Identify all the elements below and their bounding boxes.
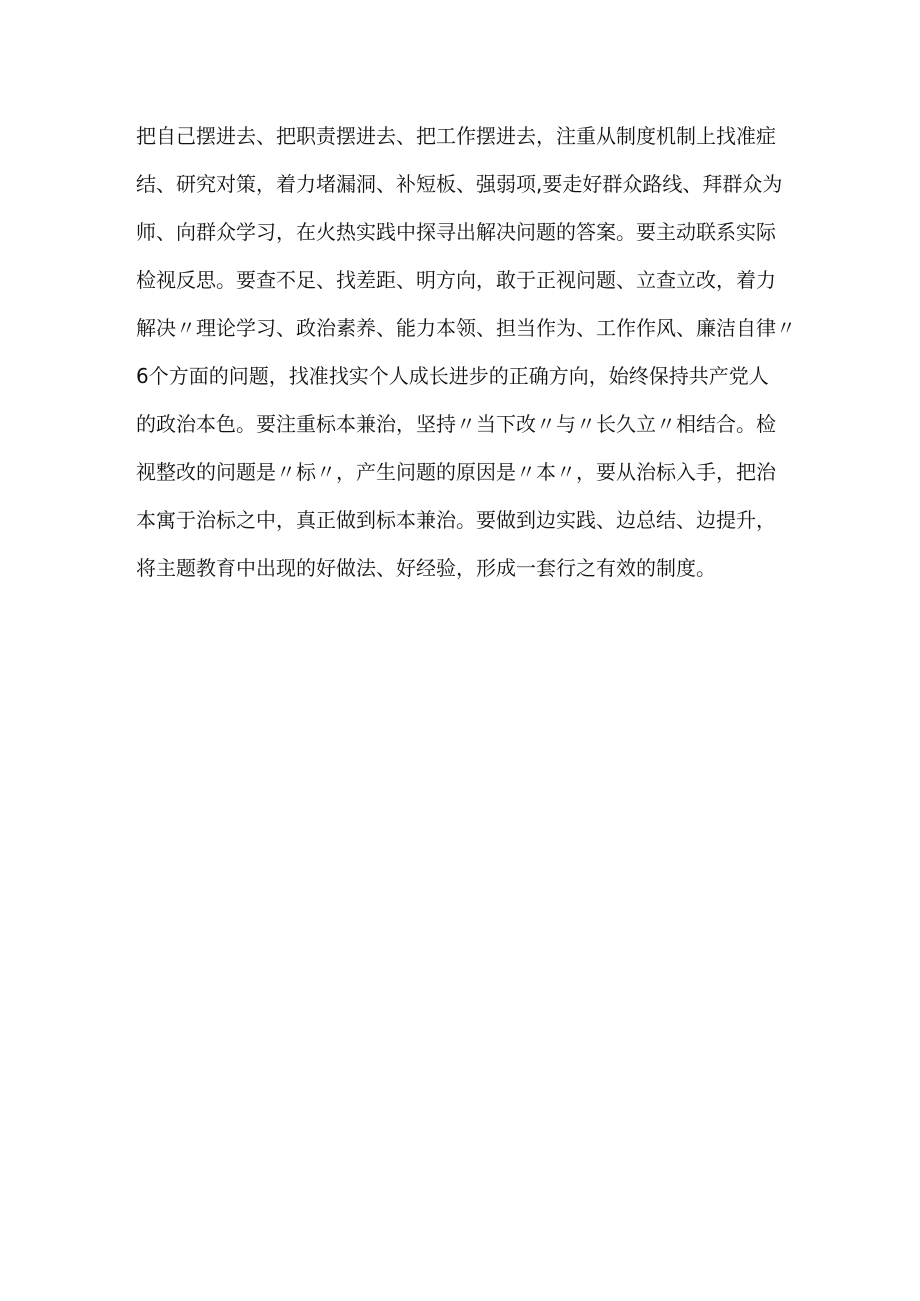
text-line-7: 的政治本色。要注重标本兼治，坚持〃当下改〃与〃长久立〃相结合。检 [136, 412, 776, 436]
text-line-3: 师、向群众学习，在火热实践中探寻出解决问题的答案。要主动联系实际 [136, 220, 776, 244]
text-line-9: 本寓于治标之中，真正做到标本兼治。要做到边实践、边总结、边提升， [136, 508, 776, 532]
text-line-10: 将主题教育中出现的好做法、好经验，形成一套行之有效的制度。 [136, 556, 716, 580]
text-line-6: 6个方面的问题，找准找实个人成长进步的正确方向，始终保持共产党人 [136, 364, 769, 388]
body-paragraph [136, 112, 796, 592]
text-line-1: 把自己摆进去、把职责摆进去、把工作摆进去，注重从制度机制上找准症 [136, 124, 776, 148]
text-line-5: 解决〃理论学习、政治素养、能力本领、担当作为、工作作风、廉洁自律〃 [136, 316, 796, 340]
text-line-4: 检视反思。要查不足、找差距、明方向，敢于正视问题、立查立改，着力 [136, 268, 776, 292]
text-line-2: 结、研究对策，着力堵漏洞、补短板、强弱项,要走好群众路线、拜群众为 [136, 172, 783, 196]
text-line-8: 视整改的问题是〃标〃，产生问题的原因是〃本〃，要从治标入手，把治 [136, 460, 776, 484]
